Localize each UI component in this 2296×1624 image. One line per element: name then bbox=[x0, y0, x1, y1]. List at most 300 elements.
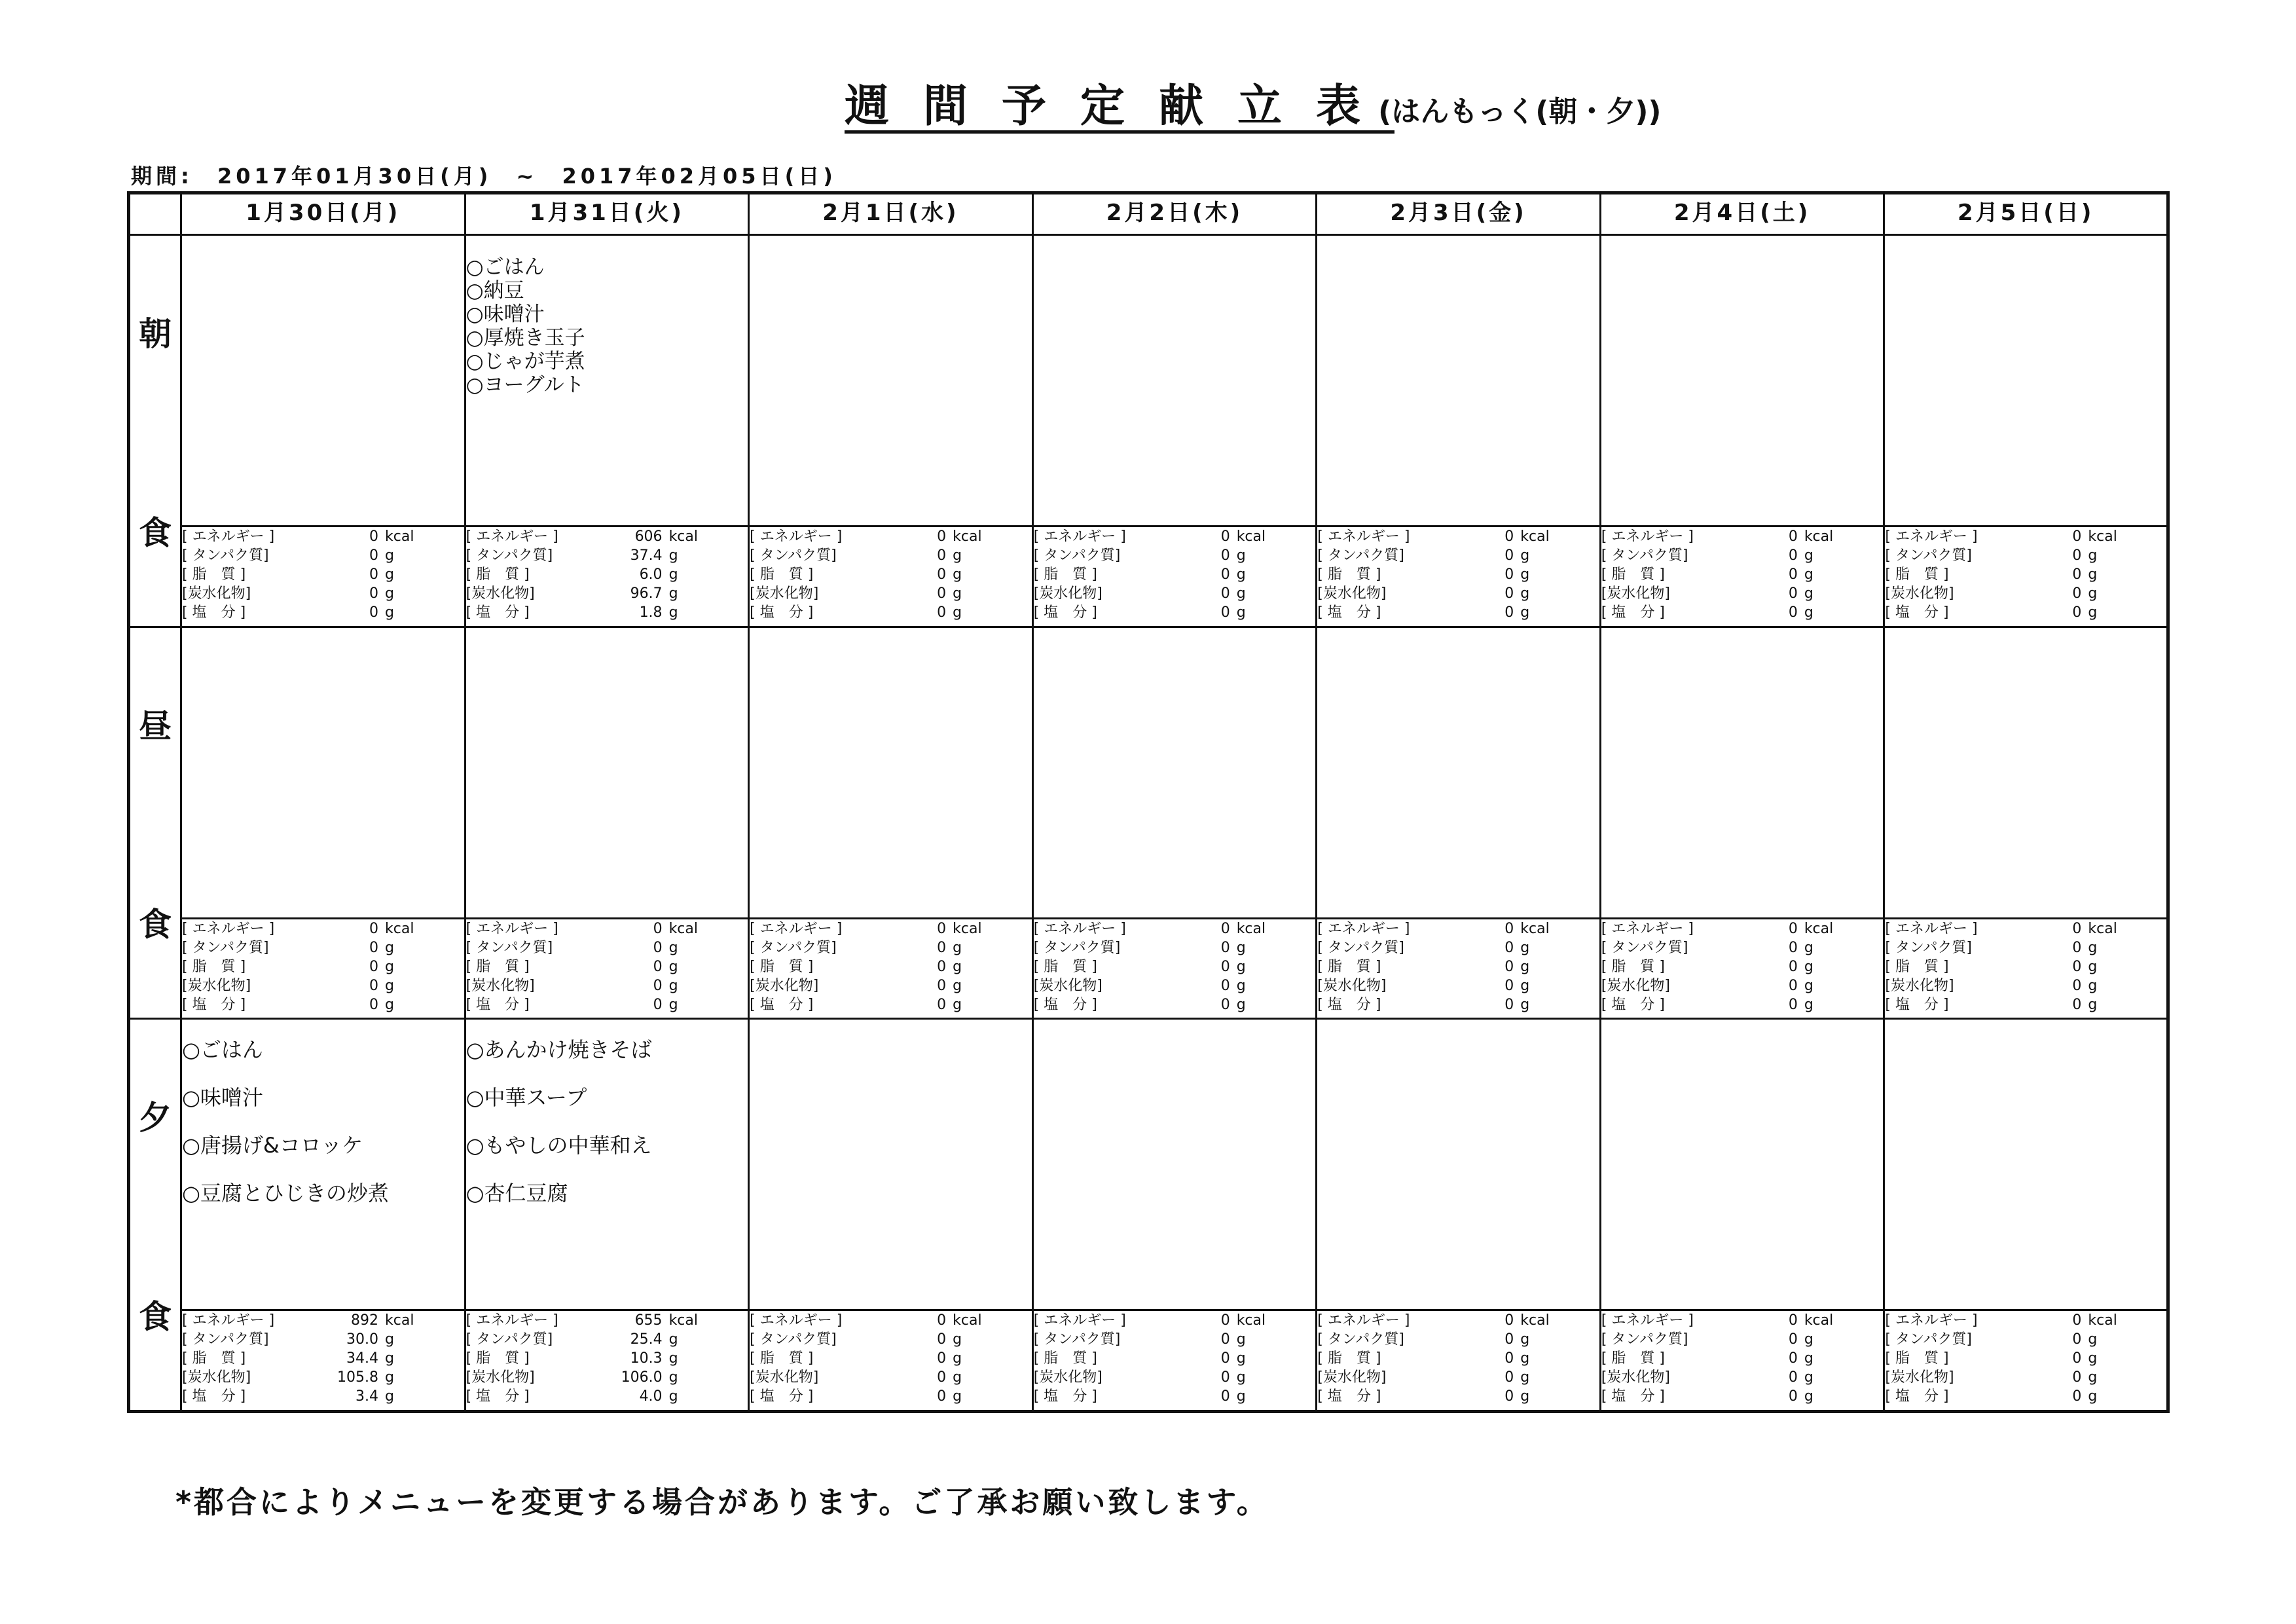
nutrition-energy-label: [ エネルギー ] bbox=[465, 1312, 558, 1329]
nutrition-fat-label: [ 脂 質 ] bbox=[1885, 566, 1949, 583]
nutrition-carb-value: 0 bbox=[1220, 585, 1230, 602]
nutrition-energy-row bbox=[1885, 919, 2166, 938]
nutrition-carb-value: 0 bbox=[1788, 977, 1798, 994]
breakfast-menu-cell bbox=[465, 235, 749, 526]
nutrition-energy-label: [ エネルギー ] bbox=[750, 1312, 843, 1329]
nutrition-protein-value: 0 bbox=[1220, 1331, 1230, 1348]
nutrition-fat-value: 0 bbox=[1504, 1350, 1514, 1367]
nutrition-carb-label: [炭水化物] bbox=[465, 977, 535, 994]
nutrition-protein-label: [ タンパク質] bbox=[1885, 939, 1972, 956]
nutrition-energy-label: [ エネルギー ] bbox=[1885, 1312, 1978, 1329]
nutrition-fat-label: [ 脂 質 ] bbox=[1033, 566, 1097, 583]
nutrition-carb-value: 0 bbox=[369, 977, 378, 994]
nutrition-fat-label: [ 脂 質 ] bbox=[182, 566, 246, 583]
nutrition-energy-label: [ エネルギー ] bbox=[1033, 920, 1126, 937]
lunch-nutrition-cell bbox=[1032, 918, 1317, 1019]
nutrition-protein-value: 37.4 bbox=[630, 547, 663, 564]
nutrition-carb-label: [炭水化物] bbox=[750, 1369, 819, 1386]
nutrition-fat-value: 0 bbox=[1504, 566, 1514, 583]
nutrition-salt-row bbox=[1034, 995, 1316, 1014]
nutrition-fat-row bbox=[1317, 957, 1599, 976]
nutrition-protein-value: 0 bbox=[1504, 1331, 1514, 1348]
nutrition-energy-row bbox=[1034, 527, 1316, 546]
nutrition-carb-label: [炭水化物] bbox=[465, 585, 535, 602]
nutrition-unit: kcal bbox=[1804, 528, 1834, 545]
nutrition-carb-value: 0 bbox=[2072, 585, 2082, 602]
nutrition-energy-value: 0 bbox=[1504, 1312, 1514, 1329]
nutrition-unit: g bbox=[1520, 1350, 1530, 1367]
nutrition-energy-value: 0 bbox=[1788, 920, 1798, 937]
nutrition-unit: g bbox=[953, 566, 962, 583]
nutrition-energy-row bbox=[750, 1311, 1032, 1330]
document-title bbox=[845, 71, 1662, 134]
nutrition-fat-label: [ 脂 質 ] bbox=[1033, 958, 1097, 975]
nutrition-unit: g bbox=[1804, 585, 1813, 602]
nutrition-unit: g bbox=[2088, 566, 2098, 583]
menu-item: ○ごはん bbox=[182, 1037, 263, 1063]
nutrition-energy-value: 0 bbox=[937, 920, 947, 937]
nutrition-salt-row bbox=[1317, 995, 1599, 1014]
nutrition-fat-label: [ 脂 質 ] bbox=[182, 958, 246, 975]
nutrition-carb-row bbox=[182, 1368, 464, 1387]
nutrition-carb-label: [炭水化物] bbox=[1033, 1369, 1102, 1386]
nutrition-salt-row bbox=[1317, 1387, 1599, 1406]
nutrition-fat-value: 0 bbox=[2072, 1350, 2082, 1367]
nutrition-protein-label: [ タンパク質] bbox=[750, 1331, 837, 1348]
nutrition-protein-value: 0 bbox=[2072, 547, 2082, 564]
nutrition-protein-row bbox=[1317, 546, 1599, 565]
nutrition-unit: g bbox=[1804, 1369, 1813, 1386]
nutrition-protein-row bbox=[182, 546, 464, 565]
nutrition-protein-value: 0 bbox=[369, 939, 378, 956]
nutrition-salt-row bbox=[1034, 1387, 1316, 1406]
nutrition-unit: g bbox=[2088, 1331, 2098, 1348]
nutrition-protein-label: [ タンパク質] bbox=[182, 939, 269, 956]
nutrition-salt-value: 0 bbox=[1788, 604, 1798, 621]
nutrition-protein-value: 0 bbox=[1220, 939, 1230, 956]
nutrition-energy-label: [ エネルギー ] bbox=[1033, 528, 1126, 545]
nutrition-unit: g bbox=[1804, 547, 1813, 564]
nutrition-unit: g bbox=[668, 939, 678, 956]
lunch-menu-cell bbox=[181, 627, 465, 918]
nutrition-unit: g bbox=[1520, 585, 1530, 602]
breakfast-label-char-2: 食 bbox=[139, 513, 172, 552]
nutrition-protein-label: [ タンパク質] bbox=[750, 547, 837, 564]
nutrition-carb-value: 0 bbox=[937, 977, 947, 994]
nutrition-fat-label: [ 脂 質 ] bbox=[182, 1350, 246, 1367]
nutrition-unit: g bbox=[2088, 958, 2098, 975]
nutrition-fat-value: 0 bbox=[1220, 1350, 1230, 1367]
nutrition-energy-label: [ エネルギー ] bbox=[1885, 528, 1978, 545]
nutrition-unit: kcal bbox=[953, 528, 982, 545]
menu-item: ○あんかけ焼きそば bbox=[465, 1037, 652, 1063]
nutrition-energy-value: 0 bbox=[937, 528, 947, 545]
nutrition-protein-row bbox=[466, 1330, 748, 1349]
nutrition-unit: g bbox=[1804, 1331, 1813, 1348]
title-subtitle: (はんもっく(朝・夕)) bbox=[1378, 95, 1662, 128]
nutrition-salt-row bbox=[1601, 603, 1884, 622]
menu-item: ○唐揚げ&コロッケ bbox=[182, 1133, 363, 1158]
nutrition-carb-label: [炭水化物] bbox=[1317, 1369, 1387, 1386]
nutrition-carb-row bbox=[466, 976, 748, 995]
nutrition-unit: g bbox=[953, 585, 962, 602]
nutrition-salt-value: 0 bbox=[369, 604, 378, 621]
nutrition-energy-row bbox=[1601, 527, 1884, 546]
nutrition-unit: g bbox=[2088, 585, 2098, 602]
nutrition-carb-label: [炭水化物] bbox=[1033, 977, 1102, 994]
nutrition-salt-row bbox=[182, 1387, 464, 1406]
nutrition-protein-value: 0 bbox=[653, 939, 663, 956]
nutrition-carb-row bbox=[466, 1368, 748, 1387]
dinner-nutrition-cell bbox=[1032, 1310, 1317, 1412]
lunch-nutrition-cell bbox=[1600, 918, 1884, 1019]
nutrition-carb-value: 0 bbox=[2072, 977, 2082, 994]
nutrition-unit: g bbox=[668, 547, 678, 564]
nutrition-energy-value: 0 bbox=[1788, 528, 1798, 545]
nutrition-carb-label: [炭水化物] bbox=[1317, 977, 1387, 994]
nutrition-unit: g bbox=[385, 996, 394, 1013]
nutrition-protein-label: [ タンパク質] bbox=[182, 1331, 269, 1348]
nutrition-fat-row bbox=[182, 565, 464, 584]
nutrition-unit: g bbox=[1236, 996, 1246, 1013]
nutrition-energy-label: [ エネルギー ] bbox=[750, 528, 843, 545]
day-header: 2月5日(日) bbox=[1884, 193, 2168, 235]
menu-item: ○杏仁豆腐 bbox=[465, 1181, 568, 1206]
nutrition-fat-label: [ 脂 質 ] bbox=[1601, 958, 1665, 975]
nutrition-protein-row bbox=[750, 1330, 1032, 1349]
nutrition-protein-row bbox=[466, 546, 748, 565]
nutrition-fat-label: [ 脂 質 ] bbox=[1317, 1350, 1381, 1367]
nutrition-protein-value: 0 bbox=[1788, 1331, 1798, 1348]
nutrition-carb-value: 0 bbox=[1504, 1369, 1514, 1386]
lunch-menu-cell bbox=[1032, 627, 1317, 918]
nutrition-protein-label: [ タンパク質] bbox=[1601, 939, 1688, 956]
lunch-label-char-2: 食 bbox=[139, 906, 172, 944]
nutrition-salt-row bbox=[466, 603, 748, 622]
menu-item: ○もやしの中華和え bbox=[465, 1133, 652, 1158]
dinner-menu-cell bbox=[1600, 1019, 1884, 1310]
nutrition-fat-row bbox=[1317, 565, 1599, 584]
nutrition-protein-value: 0 bbox=[937, 1331, 947, 1348]
nutrition-salt-value: 0 bbox=[1220, 1388, 1230, 1405]
lunch-nutrition-cell bbox=[181, 918, 465, 1019]
nutrition-fat-label: [ 脂 質 ] bbox=[750, 1350, 814, 1367]
nutrition-unit: g bbox=[668, 977, 678, 994]
nutrition-unit: g bbox=[953, 1369, 962, 1386]
nutrition-unit: kcal bbox=[1520, 1312, 1550, 1329]
nutrition-protein-label: [ タンパク質] bbox=[182, 547, 269, 564]
nutrition-fat-label: [ 脂 質 ] bbox=[750, 566, 814, 583]
dinner-nutrition-cell bbox=[1884, 1310, 2168, 1412]
nutrition-carb-row bbox=[1885, 584, 2166, 603]
nutrition-carb-row bbox=[1601, 584, 1884, 603]
nutrition-unit: g bbox=[1804, 939, 1813, 956]
nutrition-fat-value: 34.4 bbox=[346, 1350, 378, 1367]
nutrition-salt-label: [ 塩 分 ] bbox=[1885, 996, 1949, 1013]
nutrition-salt-row bbox=[466, 1387, 748, 1406]
nutrition-protein-label: [ タンパク質] bbox=[1317, 547, 1404, 564]
nutrition-fat-value: 0 bbox=[1220, 566, 1230, 583]
breakfast-menu-cell bbox=[1032, 235, 1317, 526]
nutrition-protein-value: 0 bbox=[937, 547, 947, 564]
nutrition-unit: kcal bbox=[953, 920, 982, 937]
nutrition-carb-value: 106.0 bbox=[621, 1369, 663, 1386]
nutrition-unit: g bbox=[953, 547, 962, 564]
nutrition-unit: g bbox=[385, 585, 394, 602]
nutrition-unit: g bbox=[1804, 977, 1813, 994]
period-label: 期間: bbox=[131, 164, 193, 189]
nutrition-salt-label: [ 塩 分 ] bbox=[1033, 604, 1097, 621]
nutrition-protein-row bbox=[466, 938, 748, 957]
nutrition-unit: g bbox=[385, 939, 394, 956]
nutrition-fat-value: 0 bbox=[369, 958, 378, 975]
nutrition-unit: g bbox=[1804, 996, 1813, 1013]
nutrition-salt-label: [ 塩 分 ] bbox=[465, 996, 530, 1013]
nutrition-unit: g bbox=[1236, 939, 1246, 956]
nutrition-unit: kcal bbox=[1520, 920, 1550, 937]
dinner-menu-cell bbox=[749, 1019, 1033, 1310]
menu-item: ○豆腐とひじきの炒煮 bbox=[182, 1181, 389, 1206]
nutrition-unit: g bbox=[1236, 977, 1246, 994]
nutrition-carb-value: 0 bbox=[1788, 585, 1798, 602]
nutrition-unit: g bbox=[953, 1350, 962, 1367]
nutrition-protein-label: [ タンパク質] bbox=[1601, 1331, 1688, 1348]
nutrition-unit: g bbox=[668, 996, 678, 1013]
nutrition-unit: g bbox=[953, 1388, 962, 1405]
nutrition-carb-label: [炭水化物] bbox=[750, 977, 819, 994]
dinner-nutrition-cell bbox=[465, 1310, 749, 1412]
nutrition-salt-row bbox=[1885, 995, 2166, 1014]
nutrition-salt-label: [ 塩 分 ] bbox=[1317, 1388, 1381, 1405]
nutrition-carb-row bbox=[1034, 1368, 1316, 1387]
nutrition-unit: g bbox=[1520, 566, 1530, 583]
nutrition-energy-label: [ エネルギー ] bbox=[1601, 1312, 1694, 1329]
nutrition-protein-label: [ タンパク質] bbox=[1885, 547, 1972, 564]
nutrition-energy-row bbox=[750, 919, 1032, 938]
nutrition-protein-row bbox=[182, 938, 464, 957]
nutrition-carb-row bbox=[1034, 584, 1316, 603]
nutrition-protein-label: [ タンパク質] bbox=[1885, 1331, 1972, 1348]
nutrition-protein-label: [ タンパク質] bbox=[1317, 1331, 1404, 1348]
menu-item: ○厚焼き玉子 bbox=[465, 326, 585, 350]
nutrition-protein-value: 0 bbox=[1220, 547, 1230, 564]
dinner-nutrition-cell bbox=[749, 1310, 1033, 1412]
nutrition-salt-label: [ 塩 分 ] bbox=[1601, 996, 1665, 1013]
dinner-nutrition-cell bbox=[181, 1310, 465, 1412]
nutrition-protein-value: 0 bbox=[937, 939, 947, 956]
nutrition-fat-row bbox=[750, 1349, 1032, 1368]
nutrition-carb-label: [炭水化物] bbox=[182, 977, 251, 994]
nutrition-protein-label: [ タンパク質] bbox=[1033, 1331, 1121, 1348]
nutrition-protein-value: 0 bbox=[2072, 1331, 2082, 1348]
nutrition-protein-value: 25.4 bbox=[630, 1331, 663, 1348]
nutrition-carb-row bbox=[1317, 1368, 1599, 1387]
nutrition-carb-row bbox=[466, 584, 748, 603]
nutrition-protein-row bbox=[1885, 1330, 2166, 1349]
lunch-nutrition-cell bbox=[749, 918, 1033, 1019]
nutrition-carb-label: [炭水化物] bbox=[465, 1369, 535, 1386]
nutrition-fat-row bbox=[1601, 565, 1884, 584]
nutrition-unit: g bbox=[1520, 1331, 1530, 1348]
nutrition-protein-value: 0 bbox=[1788, 547, 1798, 564]
nutrition-carb-row bbox=[1317, 584, 1599, 603]
nutrition-energy-row bbox=[182, 1311, 464, 1330]
nutrition-salt-value: 0 bbox=[1788, 996, 1798, 1013]
nutrition-salt-label: [ 塩 分 ] bbox=[1601, 1388, 1665, 1405]
nutrition-carb-value: 0 bbox=[937, 1369, 947, 1386]
nutrition-carb-label: [炭水化物] bbox=[1601, 977, 1670, 994]
breakfast-nutrition-cell bbox=[181, 526, 465, 627]
nutrition-salt-value: 0 bbox=[937, 604, 947, 621]
nutrition-carb-label: [炭水化物] bbox=[1885, 977, 1954, 994]
nutrition-salt-label: [ 塩 分 ] bbox=[1317, 604, 1381, 621]
menu-item-list bbox=[466, 1026, 748, 1217]
nutrition-salt-value: 0 bbox=[653, 996, 663, 1013]
nutrition-protein-row bbox=[1034, 938, 1316, 957]
nutrition-energy-value: 0 bbox=[653, 920, 663, 937]
nutrition-protein-value: 0 bbox=[369, 547, 378, 564]
nutrition-protein-row bbox=[1601, 938, 1884, 957]
nutrition-salt-row bbox=[1885, 603, 2166, 622]
dinner-menu-cell bbox=[1317, 1019, 1601, 1310]
nutrition-unit: kcal bbox=[668, 528, 698, 545]
menu-body bbox=[129, 235, 2168, 1412]
nutrition-unit: g bbox=[385, 604, 394, 621]
nutrition-fat-row bbox=[750, 957, 1032, 976]
nutrition-fat-label: [ 脂 質 ] bbox=[1033, 1350, 1097, 1367]
menu-item: ○中華スープ bbox=[465, 1085, 587, 1111]
breakfast-nutrition-cell bbox=[749, 526, 1033, 627]
nutrition-carb-value: 105.8 bbox=[337, 1369, 378, 1386]
nutrition-salt-row bbox=[182, 603, 464, 622]
day-header: 2月2日(木) bbox=[1032, 193, 1317, 235]
nutrition-energy-row bbox=[1317, 527, 1599, 546]
nutrition-fat-value: 10.3 bbox=[630, 1350, 663, 1367]
nutrition-energy-label: [ エネルギー ] bbox=[1033, 1312, 1126, 1329]
dinner-nutrition-cell bbox=[1317, 1310, 1601, 1412]
dinner-menu-cell bbox=[1032, 1019, 1317, 1310]
nutrition-protein-label: [ タンパク質] bbox=[465, 547, 553, 564]
nutrition-fat-row bbox=[1885, 957, 2166, 976]
breakfast-menu-row bbox=[129, 235, 2168, 526]
nutrition-salt-label: [ 塩 分 ] bbox=[182, 604, 246, 621]
nutrition-energy-value: 0 bbox=[937, 1312, 947, 1329]
nutrition-unit: g bbox=[1520, 958, 1530, 975]
period-end: 2017年02月05日(日) bbox=[562, 164, 837, 189]
nutrition-salt-value: 0 bbox=[2072, 1388, 2082, 1405]
nutrition-salt-row bbox=[182, 995, 464, 1014]
nutrition-unit: g bbox=[2088, 1388, 2098, 1405]
breakfast-nutrition-cell bbox=[465, 526, 749, 627]
nutrition-carb-value: 0 bbox=[2072, 1369, 2082, 1386]
breakfast-nutrition-cell bbox=[1032, 526, 1317, 627]
nutrition-unit: g bbox=[668, 585, 678, 602]
nutrition-energy-label: [ エネルギー ] bbox=[1317, 1312, 1410, 1329]
nutrition-energy-label: [ エネルギー ] bbox=[1317, 920, 1410, 937]
nutrition-salt-value: 0 bbox=[937, 1388, 947, 1405]
breakfast-menu-cell bbox=[1600, 235, 1884, 526]
day-header: 1月31日(火) bbox=[465, 193, 749, 235]
nutrition-unit: g bbox=[1236, 1331, 1246, 1348]
breakfast-menu-cell bbox=[181, 235, 465, 526]
nutrition-energy-value: 0 bbox=[369, 528, 378, 545]
nutrition-fat-row bbox=[1317, 1349, 1599, 1368]
dinner-menu-cell bbox=[1884, 1019, 2168, 1310]
nutrition-unit: g bbox=[2088, 977, 2098, 994]
breakfast-nutrition-cell bbox=[1317, 526, 1601, 627]
nutrition-energy-value: 0 bbox=[2072, 1312, 2082, 1329]
nutrition-energy-label: [ エネルギー ] bbox=[182, 528, 275, 545]
nutrition-carb-row bbox=[1601, 1368, 1884, 1387]
menu-item: ○じゃが芋煮 bbox=[465, 350, 585, 373]
nutrition-unit: g bbox=[385, 1331, 394, 1348]
nutrition-salt-value: 0 bbox=[1504, 996, 1514, 1013]
nutrition-fat-label: [ 脂 質 ] bbox=[1885, 958, 1949, 975]
nutrition-carb-row bbox=[750, 1368, 1032, 1387]
nutrition-unit: kcal bbox=[1236, 1312, 1266, 1329]
nutrition-energy-value: 0 bbox=[2072, 528, 2082, 545]
breakfast-menu-cell bbox=[1884, 235, 2168, 526]
nutrition-unit: g bbox=[953, 604, 962, 621]
nutrition-unit: g bbox=[1520, 1369, 1530, 1386]
nutrition-unit: g bbox=[953, 977, 962, 994]
nutrition-unit: g bbox=[668, 1350, 678, 1367]
nutrition-salt-label: [ 塩 分 ] bbox=[750, 604, 814, 621]
nutrition-fat-value: 0 bbox=[1788, 958, 1798, 975]
nutrition-energy-value: 0 bbox=[1220, 528, 1230, 545]
nutrition-unit: kcal bbox=[385, 1312, 414, 1329]
nutrition-energy-value: 606 bbox=[634, 528, 663, 545]
nutrition-energy-row bbox=[1885, 1311, 2166, 1330]
nutrition-carb-value: 0 bbox=[369, 585, 378, 602]
nutrition-carb-row bbox=[182, 976, 464, 995]
nutrition-unit: g bbox=[2088, 547, 2098, 564]
nutrition-fat-row bbox=[1885, 565, 2166, 584]
nutrition-unit: g bbox=[1236, 1388, 1246, 1405]
nutrition-fat-value: 0 bbox=[1220, 958, 1230, 975]
nutrition-salt-label: [ 塩 分 ] bbox=[465, 604, 530, 621]
nutrition-energy-value: 0 bbox=[1504, 528, 1514, 545]
nutrition-unit: g bbox=[668, 1331, 678, 1348]
nutrition-salt-label: [ 塩 分 ] bbox=[182, 1388, 246, 1405]
dinner-menu-row bbox=[129, 1019, 2168, 1310]
nutrition-protein-label: [ タンパク質] bbox=[1317, 939, 1404, 956]
nutrition-salt-label: [ 塩 分 ] bbox=[1885, 604, 1949, 621]
breakfast-label-char-1: 朝 bbox=[139, 315, 172, 353]
nutrition-salt-value: 0 bbox=[2072, 996, 2082, 1013]
menu-item: ○納豆 bbox=[465, 279, 524, 303]
period-start: 2017年01月30日(月) bbox=[217, 164, 492, 189]
nutrition-energy-row bbox=[1601, 919, 1884, 938]
nutrition-carb-label: [炭水化物] bbox=[1601, 585, 1670, 602]
nutrition-carb-label: [炭水化物] bbox=[1885, 585, 1954, 602]
nutrition-fat-label: [ 脂 質 ] bbox=[1601, 1350, 1665, 1367]
lunch-nutrition-row bbox=[129, 918, 2168, 1019]
nutrition-unit: g bbox=[668, 1369, 678, 1386]
nutrition-protein-label: [ タンパク質] bbox=[1601, 547, 1688, 564]
nutrition-unit: g bbox=[385, 566, 394, 583]
nutrition-fat-row bbox=[1601, 957, 1884, 976]
nutrition-fat-value: 0 bbox=[937, 566, 947, 583]
nutrition-protein-row bbox=[750, 546, 1032, 565]
nutrition-protein-row bbox=[1317, 938, 1599, 957]
nutrition-energy-row bbox=[182, 527, 464, 546]
nutrition-unit: g bbox=[385, 1350, 394, 1367]
nutrition-protein-label: [ タンパク質] bbox=[465, 1331, 553, 1348]
nutrition-carb-label: [炭水化物] bbox=[1601, 1369, 1670, 1386]
nutrition-salt-label: [ 塩 分 ] bbox=[465, 1388, 530, 1405]
nutrition-energy-label: [ エネルギー ] bbox=[750, 920, 843, 937]
